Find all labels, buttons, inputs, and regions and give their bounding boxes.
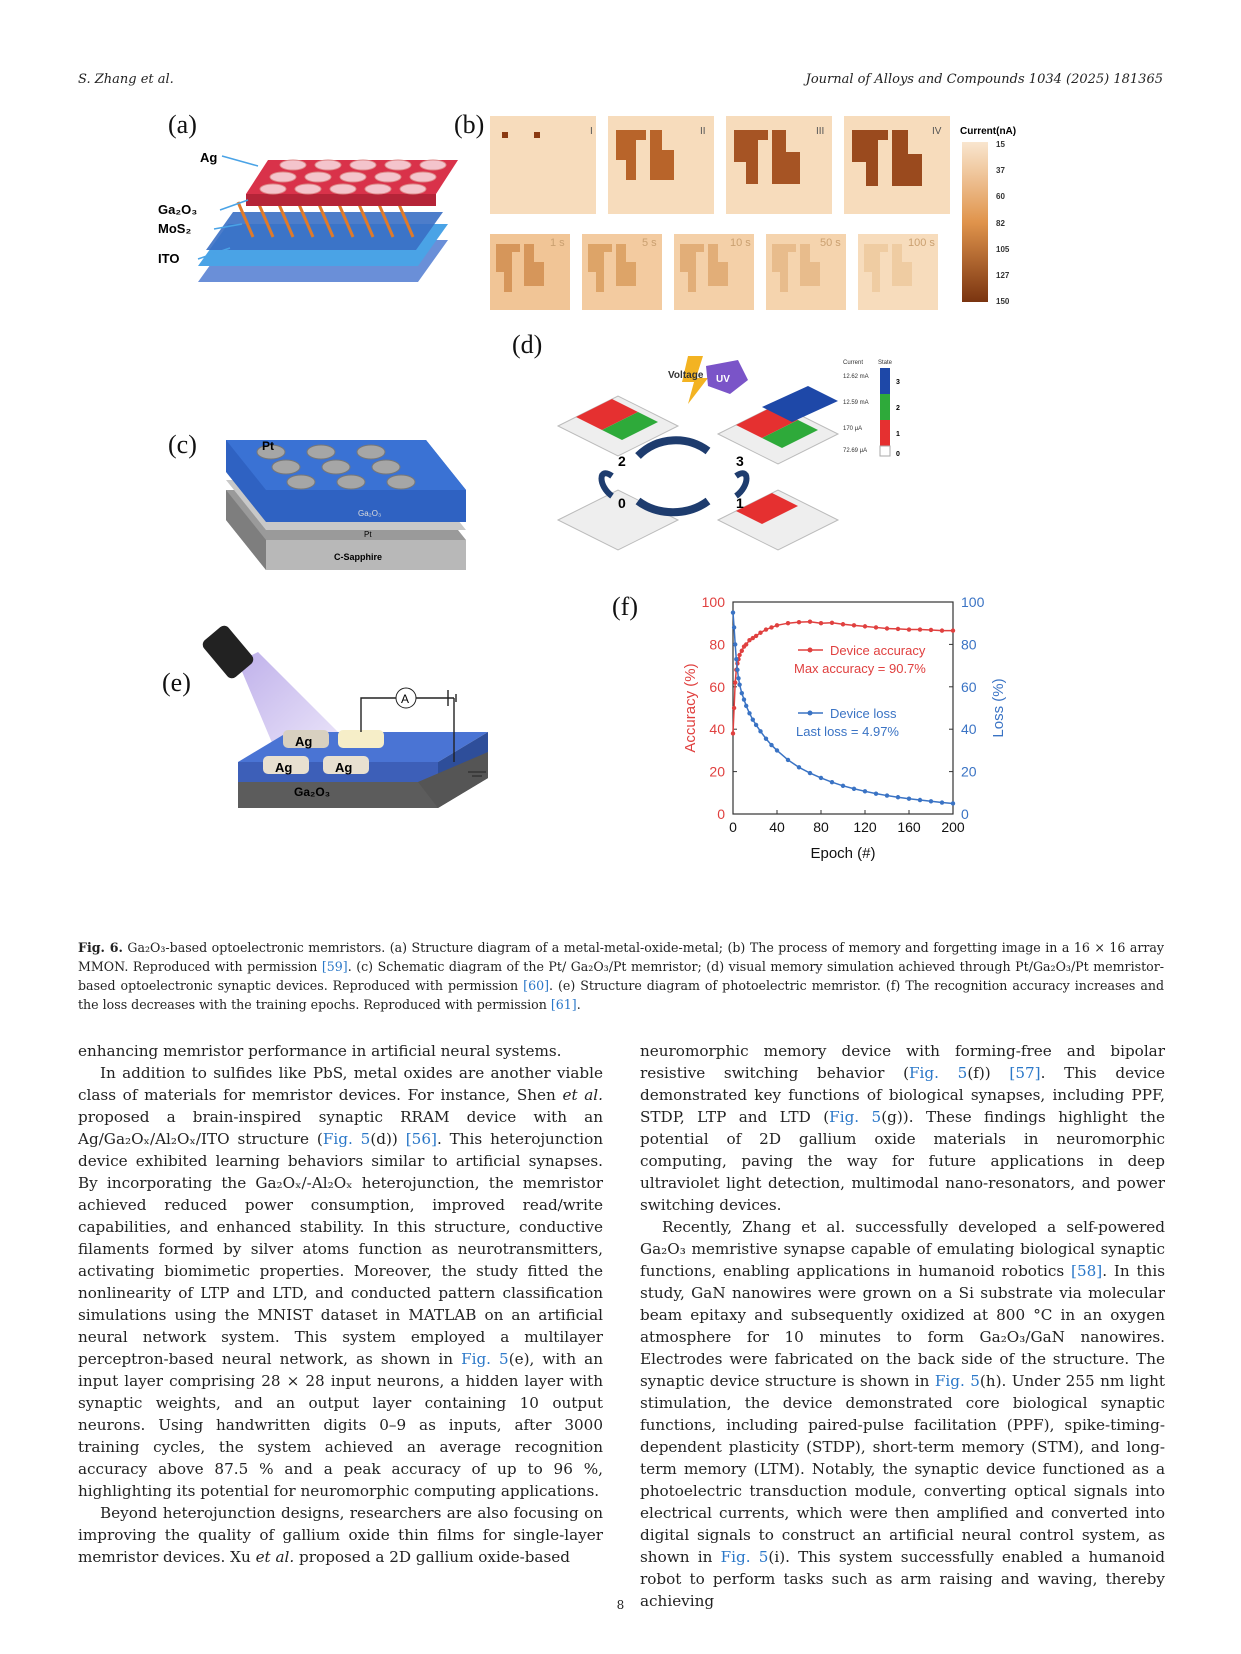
accuracy-point [775, 623, 779, 627]
loss-point [737, 682, 741, 686]
legend-state-title: State [878, 360, 893, 366]
fig-link[interactable]: Fig. 5 [829, 1108, 882, 1126]
italic-span: et al. [255, 1548, 295, 1566]
colorbar-tick-82: 82 [996, 219, 1005, 228]
colorbar-tick-127: 127 [996, 271, 1010, 280]
loss-point [819, 776, 823, 780]
loss-point [786, 758, 790, 762]
time-label-1s: 1 s [550, 237, 565, 249]
accuracy-point [885, 626, 889, 630]
ag-electrode-3: Ag [335, 760, 353, 775]
state-3-label: 3 [736, 453, 744, 469]
paragraph-4 [640, 1040, 1165, 1216]
accuracy-point [737, 653, 741, 657]
legend-current-1: 170 μA [843, 426, 863, 432]
y-tick-label: 100 [701, 594, 725, 610]
loss-point [733, 642, 737, 646]
loss-point [735, 668, 739, 672]
panel-label-b: (b) [454, 110, 485, 139]
fig-link[interactable]: Fig. 5 [322, 1130, 371, 1148]
loss-point [754, 723, 758, 727]
paragraph-1: enhancing memristor performance in artificial neural systems. [78, 1042, 562, 1060]
text-span: . In this study, GaN nanowires were grown on a Si substrate via molecular beam epitaxy and subsequently oxidized at 800 °C in an oxygen atmosphere for 10 minutes to form Ga₂O₃/GaN nanowires. Electrodes were fabricated on the back side of the structure. The synaptic device structure is shown in [640, 1262, 1165, 1390]
legend-state-3: 3 [896, 379, 900, 386]
accuracy-point [951, 628, 955, 632]
panel-label-e: (e) [162, 668, 191, 697]
accuracy-point [731, 731, 735, 735]
loss-point [797, 765, 801, 769]
accuracy-point [852, 623, 856, 627]
accuracy-point [841, 622, 845, 626]
legend-state-0: 0 [896, 451, 900, 458]
layer-ito: ITO [158, 251, 180, 266]
y-axis-label: Accuracy (%) [682, 663, 699, 753]
accuracy-point [764, 627, 768, 631]
accuracy-point [896, 627, 900, 631]
accuracy-point [797, 620, 801, 624]
loss-point [731, 610, 735, 614]
loss-point [951, 801, 955, 805]
ag-electrode-2: Ag [275, 760, 293, 775]
x-axis-label: Epoch (#) [810, 845, 876, 862]
colorbar-tick-105: 105 [996, 245, 1010, 254]
layer-pt-top: Pt [262, 439, 274, 453]
legend-current-3: 12.62 mA [843, 374, 869, 380]
time-label-50s: 50 s [820, 237, 841, 249]
text-span: Beyond heterojunction designs, researchers are also focusing on improving the quality of gallium oxide thin films for single-layer memristor devices. Xu [78, 1504, 603, 1566]
uv-label: UV [716, 374, 730, 385]
y-tick-label: 0 [717, 806, 725, 822]
x-tick-label: 80 [813, 819, 829, 835]
accuracy-point [863, 624, 867, 628]
time-label-5s: 5 s [642, 237, 657, 249]
layer-mos2: MoS₂ [158, 221, 192, 236]
text-span: (f)) [967, 1064, 1010, 1082]
layer-ga2o3-c: Ga₂O₃ [358, 509, 382, 518]
text-span: In addition to sulfides like PbS, metal oxides are another viable class of materials for memristor devices. For instance, Shen [78, 1064, 603, 1104]
stage-label-ii: II [700, 126, 706, 137]
panel-label-f: (f) [612, 592, 638, 621]
legend-current-2: 12.59 mA [843, 400, 869, 406]
panel-b-memory-images [490, 116, 950, 316]
caption-label: Fig. 6. [78, 940, 123, 955]
layer-c-sapphire: C-Sapphire [334, 552, 383, 562]
caption-ref-59[interactable]: [59] [321, 959, 348, 974]
pt-sio2-si-layer: Pt/SiO₂/Si [288, 812, 349, 827]
accuracy-point [918, 627, 922, 631]
paragraph-5 [640, 1216, 1165, 1612]
accuracy-point [808, 620, 812, 624]
loss-point [874, 791, 878, 795]
panel-b-colorbar [958, 122, 1068, 312]
running-author: S. Zhang et al. [78, 72, 174, 87]
fig-link[interactable]: Fig. 5 [720, 1548, 769, 1566]
text-span: . This heterojunction device exhibited learning behaviors similar to artificial synapses. By incorporating the Ga₂Oₓ/-Al₂Oₓ heterojunction, the memristor achieved reduced power consumption, improved read/write capabilities, and enhanced stability. In this structure, conductive filaments formed by silver atoms function as neurotransmitters, activating biomimetic properties. Moreover, the study fitted the nonlinearity of LTP and LTD, and conducted pattern classification simulations using the MNIST dataset in MATLAB on an artificial neural network system. This system employed a multilayer perceptron-based neural network, as shown in [78, 1130, 604, 1368]
accuracy-point [769, 625, 773, 629]
panel-label-a: (a) [168, 110, 197, 139]
accuracy-point [874, 625, 878, 629]
loss-point [769, 743, 773, 747]
layer-pt-bottom: Pt [364, 530, 372, 539]
time-label-10s: 10 s [730, 237, 751, 249]
legend-loss-label: Device loss [830, 706, 897, 721]
ag-electrode-1: Ag [295, 734, 313, 749]
loss-point [734, 657, 738, 661]
paragraph-2 [78, 1062, 603, 1502]
accuracy-point [819, 621, 823, 625]
text-span: (e), with an input layer comprising 28 × 28 input neurons, a hidden layer with synaptic weights, and an output layer containing 10 output neurons. Using handwritten digits 0–9 as inputs, after 3000 training cycles, the system achieved an average recognition accuracy above 87.5 % and a peak accuracy of up to 96 %, highlighting its potential for neuromorphic computing applications. [78, 1350, 603, 1500]
caption-ref-60[interactable]: [60] [523, 978, 550, 993]
text-span: . This device demonstrated key functions of biological synapses, including PPF, STDP, LTP and LTD ( [640, 1064, 1166, 1126]
paragraph-3 [78, 1502, 603, 1568]
legend-state-2: 2 [896, 405, 900, 412]
panel-a-diagram [158, 132, 458, 282]
loss-point [808, 771, 812, 775]
y2-axis-label: Loss (%) [990, 678, 1007, 738]
text-span: proposed a brain-inspired synaptic RRAM device with an Ag/Ga₂Oₓ/Al₂Oₓ/ITO structure ( [78, 1108, 603, 1148]
loss-point [736, 676, 740, 680]
x-tick-label: 0 [729, 819, 737, 835]
loss-point [742, 697, 746, 701]
legend-state-1: 1 [896, 431, 900, 438]
panel-e-diagram [198, 612, 528, 852]
y2-tick-label: 100 [961, 594, 985, 610]
loss-point [929, 799, 933, 803]
layer-ag: Ag [200, 150, 218, 165]
italic-span: et al. [562, 1086, 603, 1104]
ref-link-58[interactable]: [58] [1071, 1262, 1103, 1280]
loss-point [747, 711, 751, 715]
legend-accuracy-marker [808, 648, 813, 653]
ref-link-57[interactable]: [57] [1009, 1064, 1041, 1082]
panel-c-diagram [226, 430, 486, 580]
y2-tick-label: 80 [961, 636, 977, 653]
caption-text-2: . (c) Schematic diagram of the Pt/ Ga₂O₃/Pt memristor; (d) visual memory simulation achieved through Pt/Ga₂O₃/Pt memristor-based optoelectronic synaptic devices. Reproduced with permission [78, 959, 1164, 993]
loss-point [885, 793, 889, 797]
accuracy-point [929, 628, 933, 632]
state-2-label: 2 [618, 453, 626, 469]
fig-link[interactable]: Fig. 5 [909, 1064, 968, 1082]
loss-point [907, 797, 911, 801]
panel-label-d: (d) [512, 330, 543, 359]
accuracy-point [754, 634, 758, 638]
loss-point [830, 780, 834, 784]
ref-link-56[interactable]: [56] [405, 1130, 437, 1148]
ga2o3-layer-e: Ga₂O₃ [294, 785, 331, 799]
state-0-label: 0 [618, 495, 626, 511]
accuracy-point [732, 706, 736, 710]
loss-point [852, 787, 856, 791]
time-label-100s: 100 s [908, 237, 935, 249]
panel-f-chart [638, 588, 1068, 888]
y2-tick-label: 40 [961, 721, 977, 738]
loss-point [740, 691, 744, 695]
loss-point [841, 784, 845, 788]
accuracy-point [830, 621, 834, 625]
caption-text-4: . [576, 997, 581, 1012]
loss-point [940, 800, 944, 804]
y2-tick-label: 60 [961, 678, 977, 695]
x-tick-label: 200 [941, 819, 965, 835]
running-journal: Journal of Alloys and Compounds 1034 (2025) 181365 [805, 72, 1163, 87]
accuracy-point [786, 621, 790, 625]
loss-point [732, 625, 736, 629]
legend-loss-last: Last loss = 4.97% [796, 724, 899, 739]
loss-point [758, 729, 762, 733]
panel-label-c: (c) [168, 430, 197, 459]
fig-link[interactable]: Fig. 5 [461, 1350, 509, 1368]
y-tick-label: 40 [709, 721, 725, 738]
text-span: Recently, Zhang et al. successfully developed a self-powered Ga₂O₃ memristive synapse capable of emulating biological synaptic functions, enabling applications in humanoid robotics [640, 1218, 1165, 1280]
accuracy-point [744, 642, 748, 646]
body-column-left [78, 1040, 603, 1568]
colorbar-tick-15: 15 [996, 140, 1005, 149]
accuracy-point [758, 631, 762, 635]
caption-ref-61[interactable]: [61] [550, 997, 577, 1012]
text-span: (g)). These findings highlight the potential of 2D gallium oxide materials in neuromorphic computing, paving the way for future applications in deep ultraviolet light detection, multimodal nano-resonators, and power switching devices. [640, 1108, 1165, 1214]
y-tick-label: 80 [709, 636, 725, 653]
stage-label-iv: IV [932, 126, 942, 137]
text-span: proposed a 2D gallium oxide-based [294, 1548, 570, 1566]
legend-accuracy-max: Max accuracy = 90.7% [794, 661, 926, 676]
colorbar-tick-150: 150 [996, 297, 1010, 306]
loss-point [896, 795, 900, 799]
figure-caption [78, 938, 1164, 1014]
loss-point [918, 798, 922, 802]
accuracy-point [907, 627, 911, 631]
page-number: 8 [616, 1598, 625, 1612]
y2-tick-label: 0 [961, 806, 969, 822]
panel-d-diagram [518, 356, 968, 596]
text-span: (i). This system successfully enabled a humanoid robot to perform tasks such as arm raising and waving, thereby achieving [640, 1548, 1166, 1610]
legend-current-0: 72.69 μA [843, 448, 868, 454]
x-tick-label: 120 [853, 819, 877, 835]
layer-ga2o3: Ga₂O₃ [158, 202, 198, 217]
figure-6 [78, 112, 1164, 932]
loss-point [775, 748, 779, 752]
legend-accuracy-label: Device accuracy [830, 643, 926, 658]
colorbar-tick-60: 60 [996, 192, 1005, 201]
y-tick-label: 60 [709, 678, 725, 695]
y2-tick-label: 20 [961, 763, 977, 780]
text-span: neuromorphic memory device with forming-free and bipolar resistive switching behavior ( [640, 1042, 1165, 1082]
colorbar-title: Current(nA) [960, 126, 1017, 137]
ammeter-label: A [401, 692, 410, 706]
fig-link[interactable]: Fig. 5 [934, 1372, 980, 1390]
colorbar-tick-37: 37 [996, 166, 1005, 175]
stage-label-i: I [590, 126, 593, 137]
x-tick-label: 160 [897, 819, 921, 835]
text-span: (h). Under 255 nm light stimulation, the device demonstrated core biological synaptic functions, including paired-pulse facilitation (PPF), spike-timing-dependent plasticity (STDP), short-term memory (STM), and long-term memory (LTM). Notably, the synaptic device functioned as a photoelectric transduction module, converting optical signals into electrical currents, which were then amplified and converted into digital signals to construct an artificial neural control system, as shown in [640, 1372, 1165, 1566]
text-span: (d)) [370, 1130, 406, 1148]
loss-point [744, 704, 748, 708]
y-tick-label: 20 [709, 763, 725, 780]
caption-text-1: Ga₂O₃-based optoelectronic memristors. (a) Structure diagram of a metal-metal-oxide-metal; (b) The process of memory and forgetting image in a 16 × 16 array MMON. Reproduced with permission [78, 940, 1165, 974]
loss-point [751, 717, 755, 721]
stage-label-iii: III [816, 126, 825, 137]
state-1-label: 1 [736, 495, 744, 511]
accuracy-point [733, 680, 737, 684]
accuracy-point [940, 628, 944, 632]
x-tick-label: 40 [769, 819, 785, 835]
voltage-label: Voltage [668, 370, 704, 381]
legend-loss-marker [808, 711, 813, 716]
accuracy-point [740, 649, 744, 653]
loss-point [863, 789, 867, 793]
caption-text-3: . (e) Structure diagram of photoelectric memristor. (f) The recognition accuracy increases and the loss decreases with the training epochs. Reproduced with permission [78, 978, 1165, 1012]
legend-current-title: Current [843, 360, 864, 366]
loss-point [764, 737, 768, 741]
body-column-right [640, 1040, 1165, 1612]
